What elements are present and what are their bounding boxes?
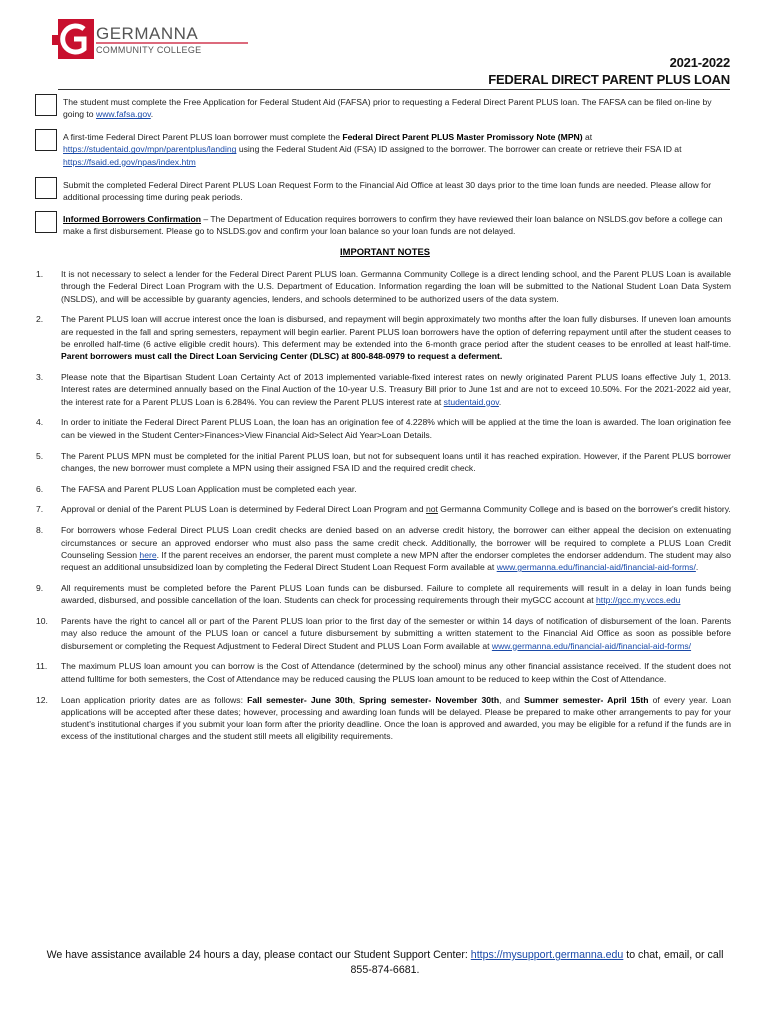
- fsaid-link[interactable]: https://fsaid.ed.gov/npas/index.htm: [63, 156, 196, 167]
- logo-graphic: [50, 17, 250, 67]
- checkbox[interactable]: [35, 94, 57, 116]
- studentaid-link[interactable]: studentaid.gov: [443, 396, 499, 407]
- note-item: 12. Loan application priority dates are as follows: Fall semester- June 30th, Spring semester- November 30th, and Summer semester- April 15th of every year. Loan applications will be accepted after these dates; however, processing and awarding loan funds will be delayed. Please be prepared to make other arrangements to pay for your student's institutional charges if you submit your loan form after the priority deadline. Once the loan is approved and awarded, you may be eligible for a refund if the funds are in excess of the institutional charges and the student still meets all eligibility requirements.: [36, 694, 731, 742]
- note-item: 7. Approval or denial of the Parent PLUS Loan is determined by Federal Direct Loan Program and not Germanna Community College and is based on the borrower's credit history.: [36, 504, 731, 515]
- counseling-link[interactable]: here: [139, 549, 157, 560]
- support-link[interactable]: https://mysupport.germanna.edu: [470, 949, 624, 961]
- checkbox[interactable]: [35, 177, 57, 199]
- checkbox[interactable]: [35, 211, 57, 233]
- note-item: 1. It is not necessary to select a lender for the Federal Direct Parent PLUS loan. Germanna Community College is a direct lending school, and the Parent PLUS Loan is available through the Federal Direct Loan Program with the U.S. Department of Education. Information regarding the loan will be submitted to the National Student Loan Data System (NSLDS), and will be accessible by guaranty agencies, lenders, and schools determined to be authorized users of the data system.: [36, 269, 731, 304]
- checklist-text: A first-time Federal Direct Parent PLUS loan borrower must complete the Federal Direct Parent PLUS Master Promissory Note (MPN) at https://studentaid.gov/mpn/parentplus/landing using the Federal Student Aid (FSA) ID assigned to the borrower. The borrower can create or retrieve their FSA ID at https://fsaid.ed.gov/npas/index.htm: [63, 132, 682, 167]
- support-footer: We have assistance available 24 hours a day, please contact our Student Support Center: https://mysupport.germanna.edu to chat, email, or call 855-874-6681.: [46, 949, 724, 976]
- note-item: 2. The Parent PLUS loan will accrue interest once the loan is disbursed, and repayment will begin approximately two months after the loan fully disburses. If uneven loan amounts are requested in the fall and spring semesters, repayment will begin earlier. Parent PLUS loan borrowers have the option of deferring repayment until after the student ceases to be enrolled half-time (6 active eligible credit hours). This deferment may be extended into the 6-month grace period after the student ceases to be enrolled at least half-time. Parent borrowers must call the Direct Loan Servicing Center (DLSC) at 800-848-0979 to request a deferment.: [36, 314, 731, 362]
- note-item: 8. For borrowers whose Federal Direct PLUS Loan credit checks are denied based on an adverse credit history, the borrower can either appeal the decision on extenuating circumstances or secure an approved endorser who must also pass the same credit check. Additionally, the borrower will be required to complete a PLUS Loan Credit Counseling Session here. If the parent receives an endorser, the parent must complete a new MPN after the endorser completes the endorser addendum. The student may also request an additional unsubsidized loan by completing the Federal Direct Student Loan Request Form available at www.germanna.edu/financial-aid/financial-aid-forms/.: [36, 525, 731, 573]
- checklist-item-informed-borrower: [35, 213, 730, 238]
- checklist-text: Informed Borrowers Confirmation – The Department of Education requires borrowers to confirm they have reviewed their loan balance on NSLDS.gov before a college can make a first disbursement. Please go to NSLDS.gov and confirm your loan balance so your loan funds are not delayed.: [63, 214, 723, 237]
- checklist-item-mpn: [35, 131, 730, 168]
- logo-text-line1: GERMANNA: [96, 24, 199, 43]
- important-notes-list: [36, 268, 731, 751]
- checklist-item-fafsa: [35, 96, 730, 121]
- title-name: FEDERAL DIRECT PARENT PLUS LOAN: [488, 72, 730, 87]
- checklist-text: The student must complete the Free Application for Federal Student Aid (FAFSA) prior to requesting a Federal Direct Parent PLUS loan. The FAFSA can be filed on-line by going to www.fafsa.gov.: [63, 97, 712, 120]
- document-title: [488, 54, 730, 88]
- forms-link[interactable]: www.germanna.edu/financial-aid/financial-aid-forms/: [496, 562, 696, 573]
- fafsa-link[interactable]: www.fafsa.gov: [95, 109, 151, 120]
- note-item: 11. The maximum PLUS loan amount you can borrow is the Cost of Attendance (determined by the school) minus any other financial assistance received. If the student does not attend fulltime for both semesters, the Cost of Attendance may be reduced causing the PLUS loan amount to be reduced to keep within the Cost of Attendance.: [36, 661, 731, 684]
- checklist-item-request-form: [35, 179, 730, 204]
- note-item: 4. In order to initiate the Federal Direct Parent PLUS Loan, the loan has an origination fee of 4.228% which will be applied at the time the loan is awarded. The loan origination fee can be viewed in the Student Center>Finances>View Financial Aid>Select Aid Year>Loan Details.: [36, 417, 731, 440]
- mpn-link[interactable]: https://studentaid.gov/mpn/parentplus/landing: [63, 144, 237, 155]
- mygcc-link[interactable]: http://gcc.my.vccs.edu: [596, 595, 681, 606]
- note-item: 6. The FAFSA and Parent PLUS Loan Application must be completed each year.: [36, 483, 357, 494]
- note-item: 3. Please note that the Bipartisan Student Loan Certainty Act of 2013 implemented variable-fixed interest rates on newly originated Parent PLUS loans effective July 1, 2013. Interest rates are determined annually based on the Final Auction of the 10-year U.S. Treasury Bill prior to June 1st and are not to exceed 10.50%. For the 2021-2022 aid year, the interest rate for a Parent PLUS Loan is 6.284%. You can review the Parent PLUS interest rate at studentaid.gov.: [36, 372, 731, 407]
- important-notes-heading: IMPORTANT NOTES: [340, 246, 430, 257]
- college-logo: [50, 17, 250, 67]
- forms-link[interactable]: www.germanna.edu/financial-aid/financial-aid-forms/: [491, 640, 692, 651]
- note-item: 5. The Parent PLUS MPN must be completed for the initial Parent PLUS loan, but not for subsequent loans until it has reached expiration. However, if the Parent PLUS borrower changes, the new borrower must complete a MPN using their assigned FSA ID and the required credit check.: [36, 450, 731, 473]
- title-rule: [58, 89, 730, 90]
- note-item: 9. All requirements must be completed before the Parent PLUS Loan funds can be disbursed. Failure to complete all requirements will result in a delay in loan funds being awarded, disbursed, and possible cancellation of the loan. Students can check for processing requirements through their myGCC account at http://gcc.my.vccs.edu: [36, 582, 731, 606]
- checklist-text: Submit the completed Federal Direct Parent PLUS Loan Request Form to the Financial Aid Office at least 30 days prior to the time loan funds are needed. Please allow for additional processing time during peak periods.: [63, 180, 712, 203]
- logo-text-line2: COMMUNITY COLLEGE: [96, 45, 202, 55]
- checkbox[interactable]: [35, 129, 57, 151]
- note-item: 10. Parents have the right to cancel all or part of the Parent PLUS loan prior to the first day of the semester or within 14 days of notification of disbursement of the loan. Parents may also reduce the amount of the PLUS loan or cancel a future disbursement by submitting a written statement to the Financial Aid Office as soon as possible before disbursement or completing the Request Adjustment to Federal Direct Student and PLUS Loan Form available at www.germanna.edu/financial-aid/financial-aid-forms/: [36, 616, 731, 651]
- title-year: 2021-2022: [669, 55, 730, 70]
